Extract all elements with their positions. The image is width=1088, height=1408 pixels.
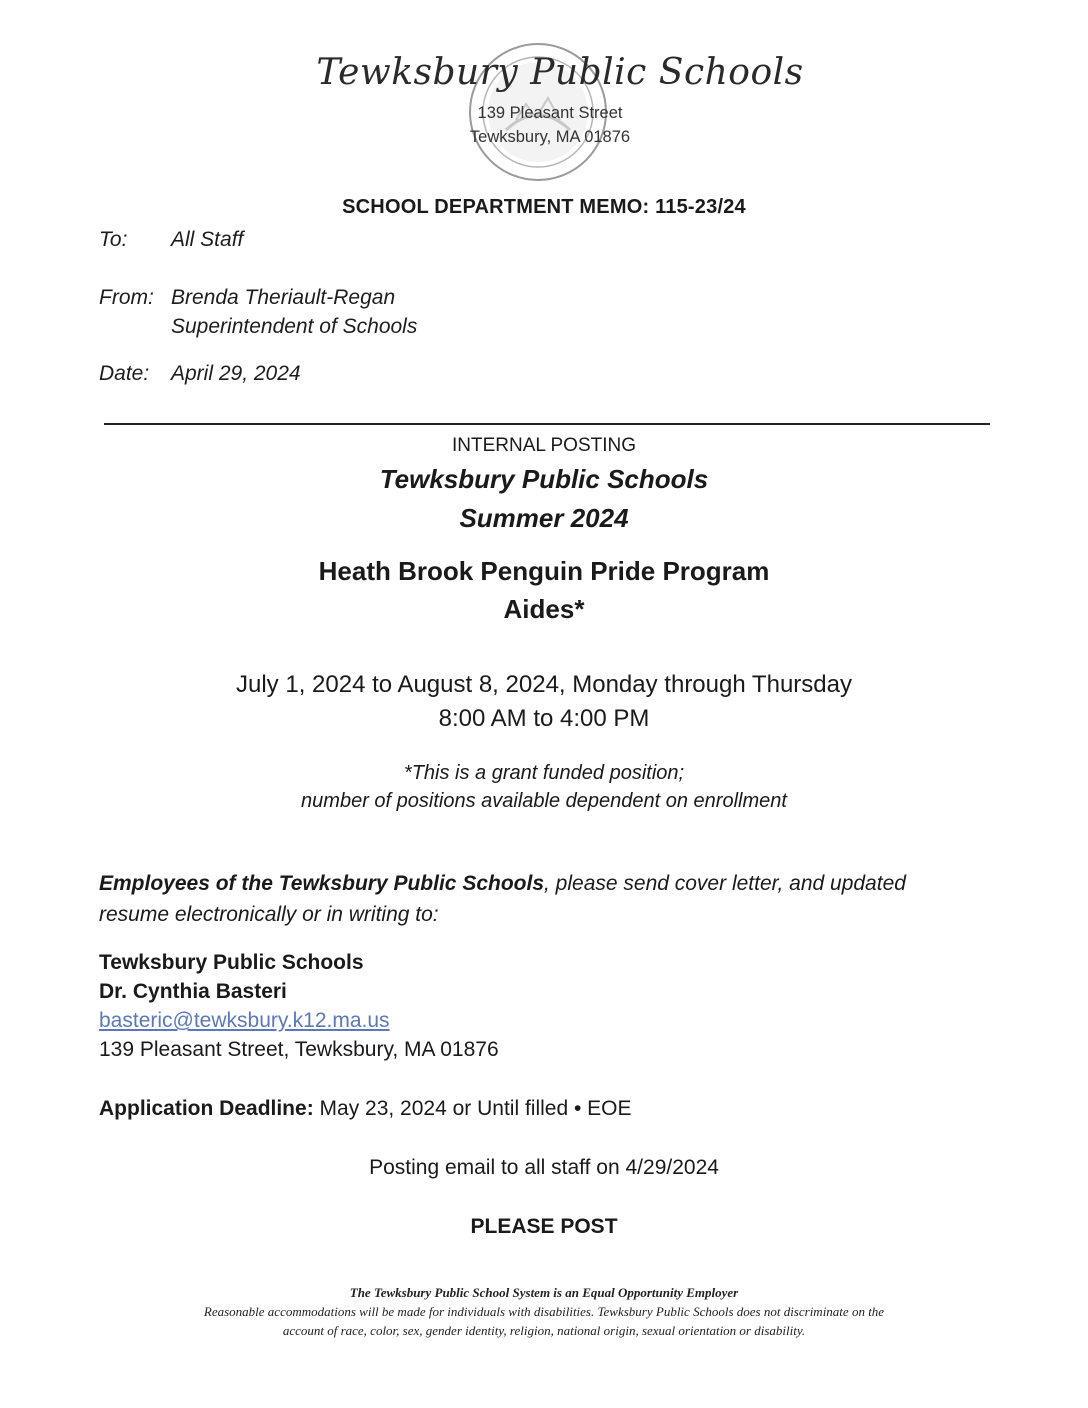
contact-name: Dr. Cynthia Basteri	[99, 980, 287, 1003]
instructions-line1: , please send cover letter, and updated	[544, 872, 906, 895]
please-post: PLEASE POST	[470, 1215, 618, 1238]
date-value: April 29, 2024	[171, 362, 301, 385]
footer	[60, 1283, 1028, 1340]
to-value: All Staff	[171, 228, 244, 251]
instructions-line2: resume electronically or in writing to:	[99, 903, 439, 926]
contact-org: Tewksbury Public Schools	[99, 951, 364, 974]
instructions	[99, 868, 999, 930]
footer-line3: account of race, color, sex, gender identity, religion, national origin, sexual orientation or disability.	[282, 1323, 806, 1338]
from-label: From:	[99, 286, 154, 309]
letterhead-address-line2: Tewksbury, MA 01876	[469, 128, 631, 146]
grant-note-line2: number of positions available dependent on enrollment	[301, 790, 787, 812]
letterhead-address-line1: 139 Pleasant Street	[477, 104, 623, 122]
from-name: Brenda Theriault-Regan	[171, 286, 396, 309]
work-hours: 8:00 AM to 4:00 PM	[438, 705, 650, 732]
date-label: Date:	[99, 362, 150, 385]
to-label: To:	[99, 228, 128, 251]
contact-email-link[interactable]: basteric@tewksbury.k12.ma.us	[99, 1009, 390, 1032]
posting-label: INTERNAL POSTING	[451, 435, 637, 456]
application-deadline	[99, 1097, 632, 1121]
date-range: July 1, 2024 to August 8, 2024, Monday through Thursday	[236, 671, 852, 698]
deadline-label: Application Deadline:	[99, 1097, 314, 1120]
letterhead-org-name: Tewksbury Public Schools	[316, 52, 804, 93]
from-title: Superintendent of Schools	[171, 315, 418, 338]
footer-line1: The Tewksbury Public School System is an Equal Opportunity Employer	[349, 1285, 739, 1300]
program-name: Heath Brook Penguin Pride Program	[318, 556, 770, 586]
posting-org: Tewksbury Public Schools	[379, 464, 709, 494]
posting-season: Summer 2024	[459, 503, 629, 533]
footer-line2: Reasonable accommodations will be made for individuals with disabilities. Tewksbury Public Schools does not discriminate on the	[203, 1304, 885, 1319]
grant-note-line1: *This is a grant funded position;	[403, 762, 685, 784]
deadline-value: May 23, 2024 or Until filled • EOE	[313, 1097, 632, 1120]
memo-number: SCHOOL DEPARTMENT MEMO: 115-23/24	[342, 196, 746, 218]
posting-email-note: Posting email to all staff on 4/29/2024	[369, 1156, 719, 1179]
header-divider	[104, 423, 990, 425]
instructions-lead: Employees of the Tewksbury Public Schools	[99, 872, 544, 895]
position-title: Aides*	[503, 594, 585, 624]
contact-address: 139 Pleasant Street, Tewksbury, MA 01876	[99, 1038, 499, 1061]
